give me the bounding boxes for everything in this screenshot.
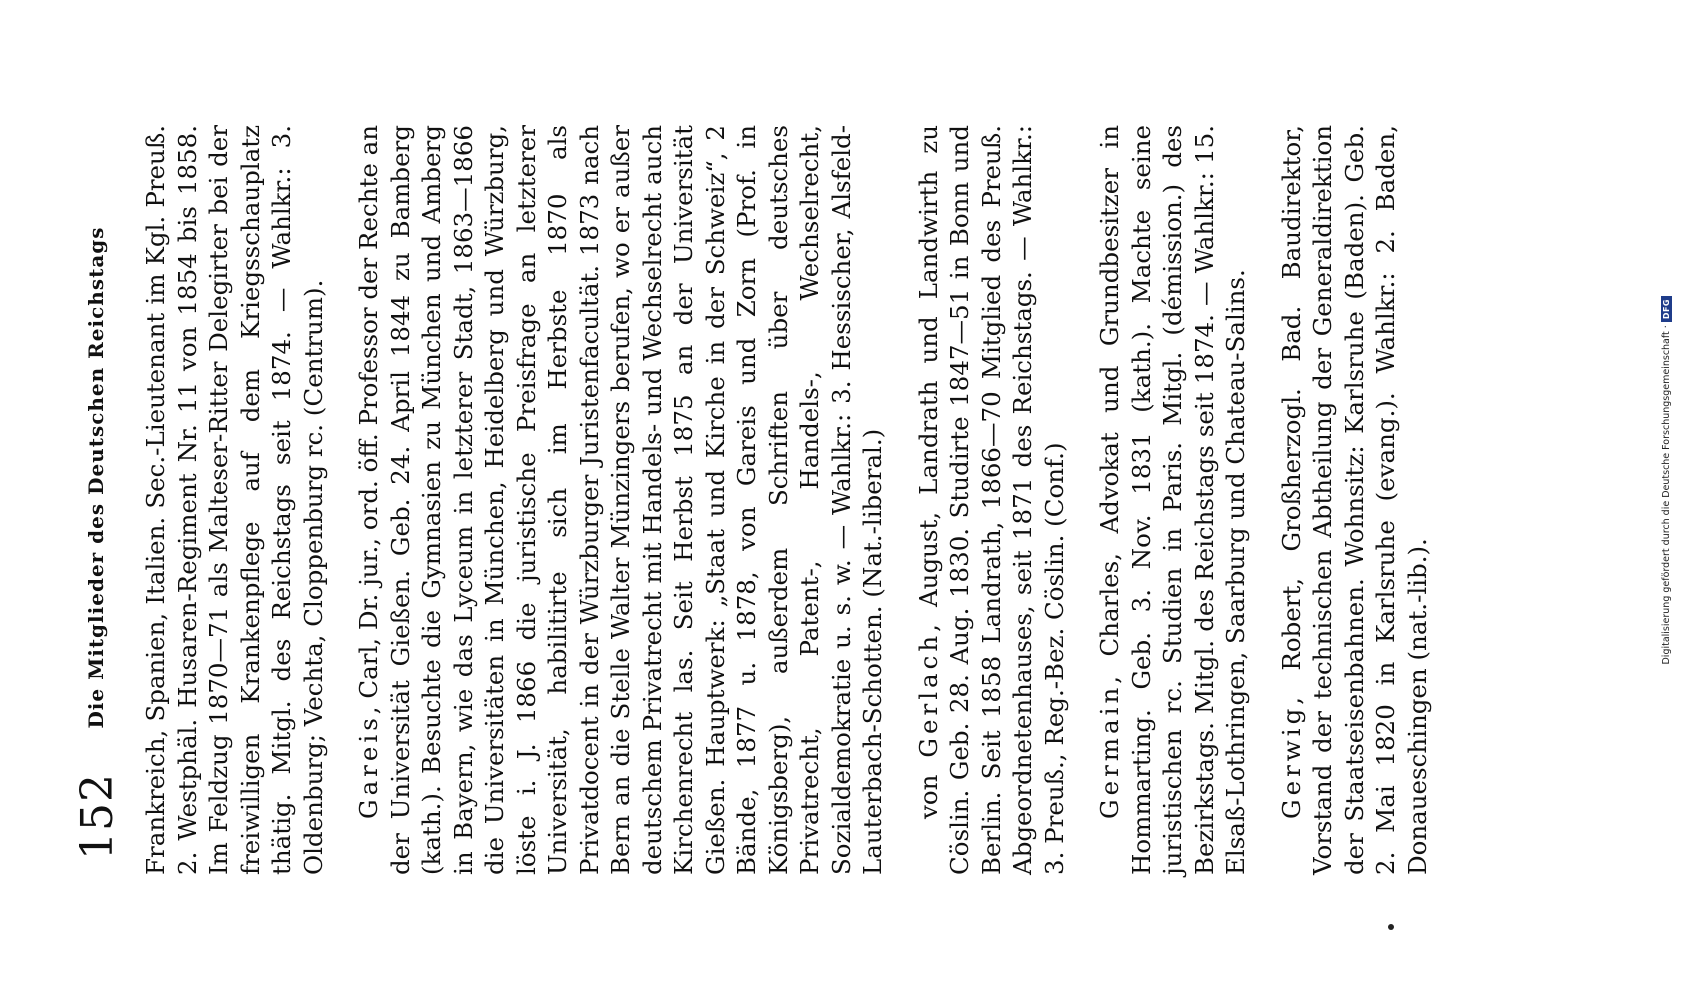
page-body xyxy=(140,125,1457,875)
digitization-note-text: Digitalisierung gefördert durch die Deutsche Forschungsgemeinschaft · xyxy=(1660,325,1672,665)
entry-name: Gerlach xyxy=(913,631,943,758)
entry-text: , Charles, Advokat und Grundbesitzer in Hommarting. Geb. 3. Nov. 1831 (kath.). Machte seine juristischen rc. Studien in Paris. Mitgl. (démission.) des Bezirkstags. Mitgl. des Reichstags seit 1874. — Wahlkr.: 15. Elsaß-Lothringen, Saarburg und Chateau-Salins. xyxy=(1095,125,1250,875)
page-number: 152 xyxy=(72,773,123,860)
entry-prefix: von xyxy=(913,757,943,819)
entry-continuation xyxy=(140,125,329,875)
entry-gerlach xyxy=(913,125,1071,875)
print-speck xyxy=(1388,924,1394,930)
entry-germain xyxy=(1094,125,1252,875)
digitization-note xyxy=(1655,0,1677,1000)
entry-text: Frankreich, Spanien, Italien. Sec.-Lieutenant im Kgl. Preuß. 2. Westphäl. Husaren-Regiment Nr. 11 von 1854 bis 1858. Im Feldzug 1870—71 als Malteser-Ritter Delegirter bei der freiwilligen Krankenpflege auf dem Kriegsschauplatz thätig. Mitgl. des Reichstags seit 1874. — Wahlkr.: 3. Oldenburg; Vechta, Cloppenburg rc. (Centrum). xyxy=(141,125,328,875)
entry-name: Gerwig xyxy=(1276,704,1306,819)
entry-gareis xyxy=(353,125,889,875)
entry-text: , Robert, Großherzogl. Bad. Baudirektor, Vorstand der technischen Abtheilung der Generaldirektion der Staatseisenbahnen. Wohnsitz: Karlsruhe (Baden). Geb. 2. Mai 1820 in Karlsruhe (evang.). Wahlkr.: 2. Baden, Donaueschingen (nat.-lib.). xyxy=(1276,125,1432,875)
running-head: Die Mitglieder des Deutschen Reichstags xyxy=(84,226,108,729)
entry-gerwig xyxy=(1276,125,1434,875)
dfg-logo: DFG xyxy=(1661,296,1672,322)
entry-name: Germain xyxy=(1095,683,1124,819)
entry-name: Gareis xyxy=(354,714,383,819)
entry-text: , August, Landrath und Landwirth zu Cöslin. Geb. 28. Aug. 1830. Studirte 1847—51 in Bonn und Berlin. Seit 1858 Landrath, 1866—70 Mitglied des Preuß. Abgeordnetenhauses, seit 1871 des Reichstags. — Wahlkr.: 3. Preuß., Reg.-Bez. Cöslin. (Conf.) xyxy=(913,125,1069,875)
entry-text: , Carl, Dr. jur., ord. öff. Professor der Rechte an der Universität Gießen. Geb. 24. April 1844 zu Bamberg (kath.). Besuchte die Gymnasien zu München und Amberg in Bayern, wie das Lyceum in letzterer Stadt, 1863—1866 die Universitäten in München, Heidelberg und Würzburg, löste i. J. 1866 die juristische Preisfrage an letzterer Universität, habilitirte sich im Herbste 1870 als Privatdocent in der Würzburger Juristenfacultät. 1873 nach Bern an die Stelle Walter Münzingers berufen, wo er außer deutschem Privatrecht mit Handels- und Wechselrecht auch Kirchenrecht las. Seit Herbst 1875 an der Universität Gießen. Hauptwerk: „Staat und Kirche in der Schweiz“, 2 Bände, 1877 u. 1878, von Gareis und Zorn (Prof. in Königsberg), außerdem Schriften über deutsches Privatrecht, Patent-, Handels-, Wechselrecht, Sozialdemokratie u. s. w. — Wahlkr.: 3. Hessischer, Alsfeld-Lauterbach-Schotten. (Nat.-liberal.) xyxy=(354,125,887,875)
